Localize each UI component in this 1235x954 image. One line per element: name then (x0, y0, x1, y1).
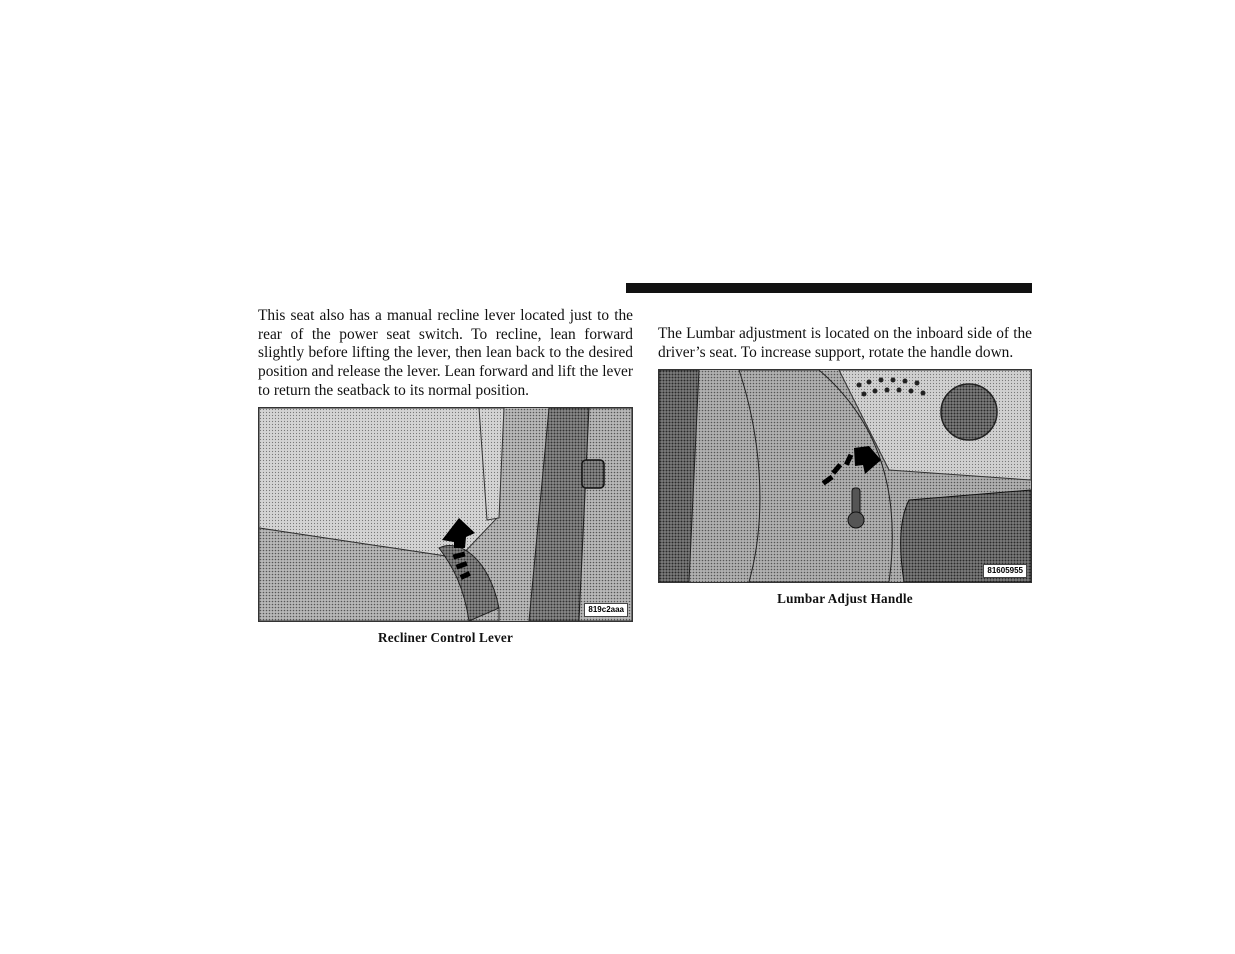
lumbar-paragraph: The Lumbar adjustment is located on the inboard side of the driver’s seat. To increase support, rotate the handle down. (658, 325, 1032, 361)
figure-code-right: 81605955 (983, 564, 1027, 578)
right-column (658, 325, 1032, 607)
recline-paragraph: This seat also has a manual recline lever located just to the rear of the power seat switch. To recline, lean forward slightly before lifting the lever, then lean back to the desired position and release the lever. Lean forward and lift the lever to return the seatback to its normal position. (258, 307, 633, 399)
left-column (258, 307, 633, 646)
figure-code-left: 819c2aaa (584, 603, 628, 617)
lumbar-illustration (658, 369, 1032, 583)
recliner-caption: Recliner Control Lever (377, 629, 514, 645)
section-rule (626, 283, 1032, 293)
recliner-illustration (258, 407, 633, 622)
lumbar-caption: Lumbar Adjust Handle (777, 591, 913, 607)
